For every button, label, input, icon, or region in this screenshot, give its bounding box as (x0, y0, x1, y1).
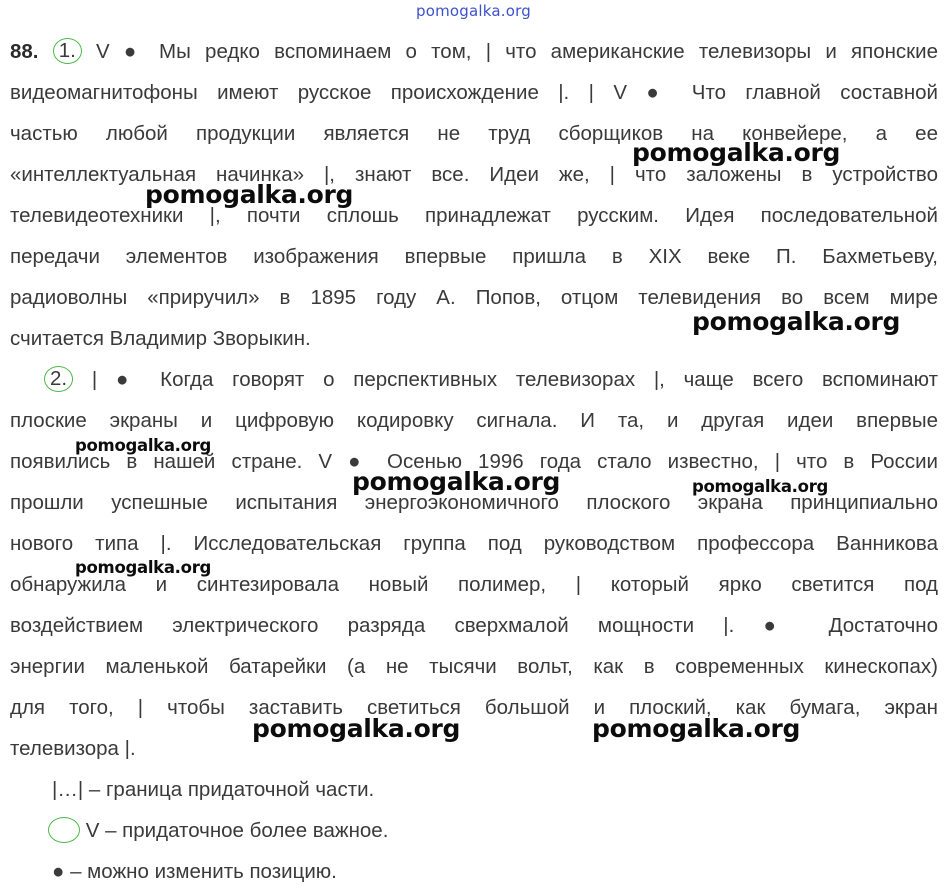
text-line: телевидеотехники |, почти сплошь принадлежат русским. Идея последовательной (10, 204, 938, 227)
legend-boundary: |…| – граница придаточной части. (52, 778, 375, 801)
text-line: передачи элементов изображения впервые пришла в XIX веке П. Бахметьеву, (10, 245, 938, 268)
text-line: прошли успешные испытания энергоэкономичного плоского экрана принципиально (10, 491, 938, 514)
watermark: pomogalka.org (252, 714, 461, 743)
text-line: энергии маленькой батарейки (а не тысячи вольт, как в современных кинескопах) (10, 655, 938, 678)
watermark: pomogalka.org (75, 436, 212, 455)
watermark: pomogalka.org (692, 307, 901, 336)
circle-mark-icon (48, 817, 80, 843)
watermark: pomogalka.org (692, 477, 829, 496)
text-line: плоские экраны и цифровую кодировку сигнала. И та, и другая идеи впервые (10, 409, 938, 432)
text-line: видеомагнитофоны имеют русское происхождение |. | V ● Что главной составной (10, 81, 938, 104)
watermark: pomogalka.org (632, 138, 841, 167)
site-watermark-top: pomogalka.org (416, 2, 531, 20)
text-line: радиоволны «приручил» в 1895 году А. Попов, отцом телевидения во всем мире (10, 286, 938, 309)
text-line: для того, | чтобы заставить светиться большой и плоский, как бумага, экран (10, 696, 938, 719)
part-mark-circle: 1. (53, 38, 82, 64)
part-mark-circle: 2. (44, 366, 73, 392)
legend-important: V – придаточное более важное. (10, 810, 938, 851)
watermark: pomogalka.org (352, 467, 561, 496)
text-line: 2. | ● Когда говорят о перспективных телевизорах |, чаще всего вспоминают (10, 359, 938, 400)
watermark: pomogalka.org (75, 558, 212, 577)
text-line: нового типа |. Исследовательская группа под руководством профессора Ванникова (10, 532, 938, 555)
text-line: появились в нашей стране. V ● Осенью 1996 года стало известно, | что в России (10, 450, 938, 473)
text-line: воздействием электрического разряда сверхмалой мощности |. ● Достаточно (10, 614, 938, 637)
text-line: считается Владимир Зворыкин. (10, 327, 311, 350)
watermark: pomogalka.org (145, 180, 354, 209)
text-line: «интеллектуальная начинка» |, знают все. Идеи же, | что заложены в устройство (10, 163, 938, 186)
text-line: обнаружила и синтезировала новый полимер, | который ярко светится под (10, 573, 938, 596)
text-line: частью любой продукции является не труд сборщиков на конвейере, а ее (10, 122, 938, 145)
text-line: телевизора |. (10, 737, 136, 760)
watermark: pomogalka.org (592, 714, 801, 743)
text-line: 88. 1. V ● Мы редко вспоминаем о том, | что американские телевизоры и японские (10, 38, 938, 63)
exercise-number: 88. (10, 40, 39, 63)
legend-movable: ● – можно изменить позицию. (52, 860, 337, 883)
